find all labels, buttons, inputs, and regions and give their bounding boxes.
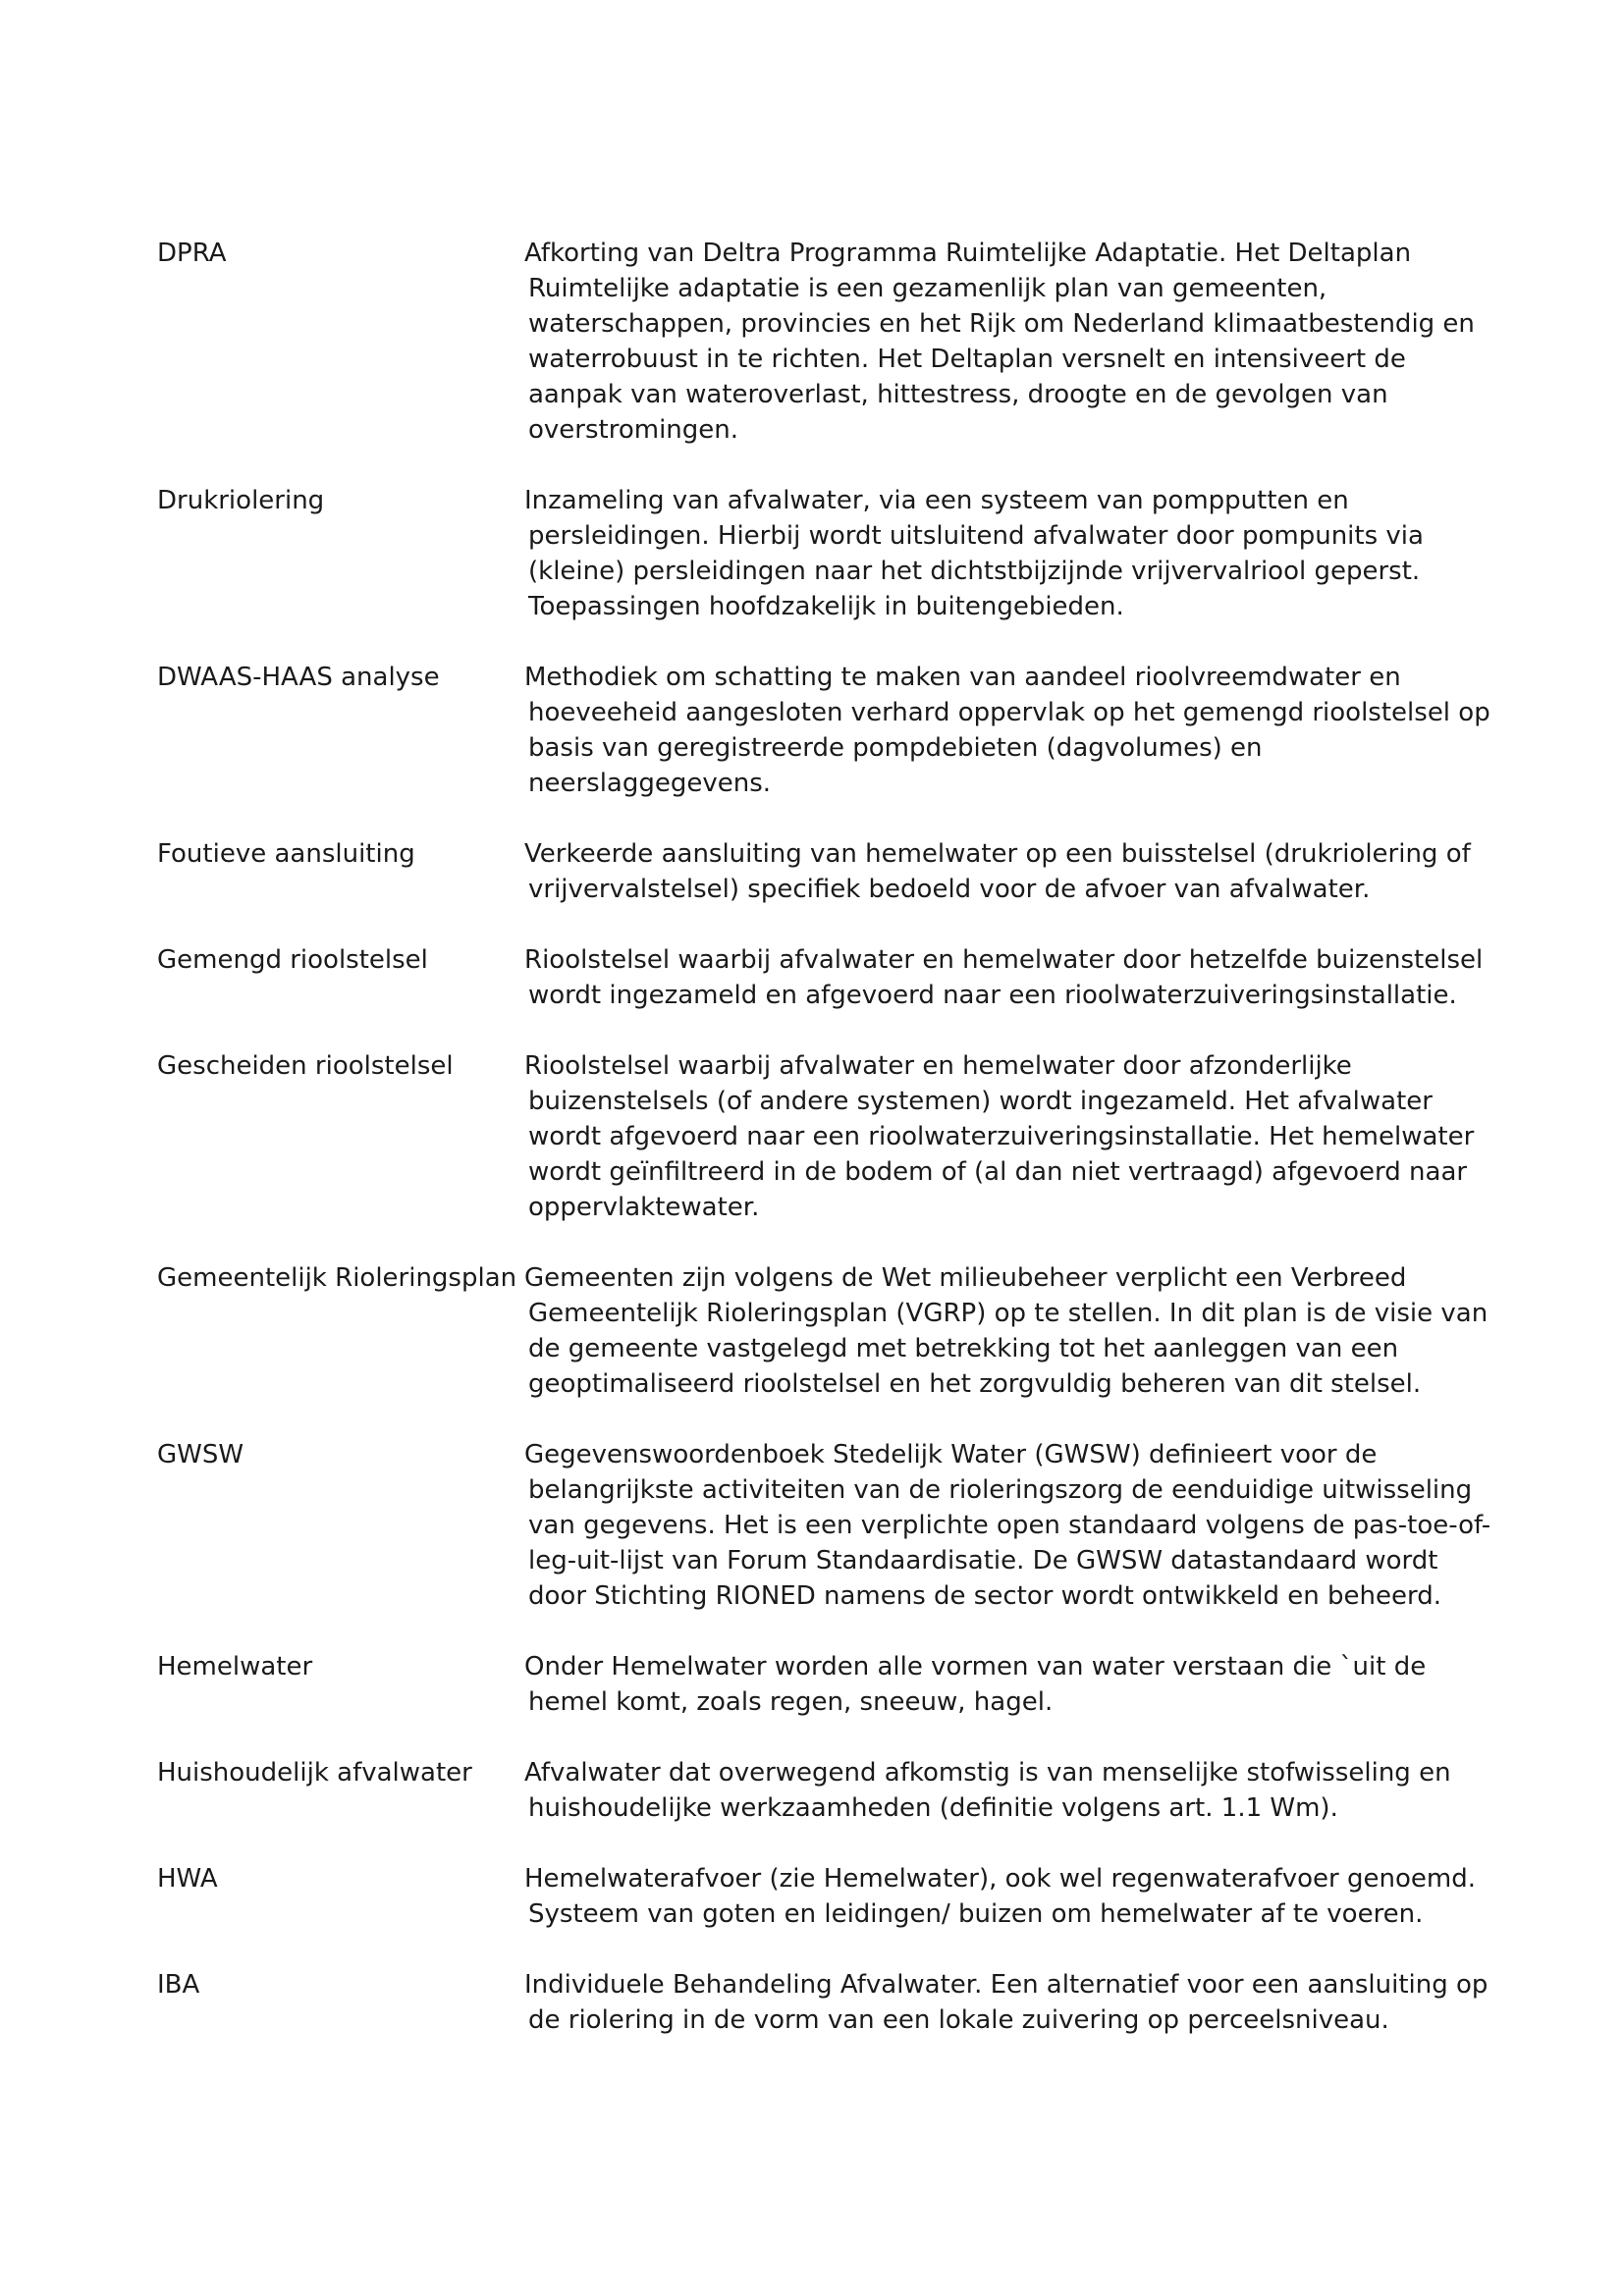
glossary-definition [524,1437,1567,1614]
definition-line: Ruimtelijke adaptatie is een gezamenlijk plan van gemeenten, [528,274,1327,303]
definition-line: Gemeentelijk Rioleringsplan (VGRP) op te stellen. In dit plan is de visie van [528,1299,1489,1328]
glossary-term: Huishoudelijk afvalwater [157,1758,472,1788]
glossary-term: IBA [157,1970,200,2000]
definition-line: Systeem van goten en leidingen/ buizen om hemelwater af te voeren. [528,1899,1424,1929]
glossary-definition [524,483,1567,624]
definition-line: overstromingen. [528,415,739,445]
glossary-term: DPRA [157,239,227,268]
definition-line: wordt ingezameld en afgevoerd naar een rioolwaterzuiveringsinstallatie. [528,981,1457,1010]
definition-line: waterrobuust in te richten. Het Deltaplan versnelt en intensiveert de [528,345,1406,374]
definition-line: de riolering in de vorm van een lokale zuivering op perceelsniveau. [528,2005,1389,2035]
glossary-term: Foutieve aansluiting [157,839,415,869]
glossary-entry [157,660,1571,801]
glossary-entry [157,483,1571,624]
glossary-definition [524,660,1567,801]
definition-line: neerslaggegevens. [528,769,772,798]
glossary-definition [524,836,1567,907]
definition-line: Afvalwater dat overwegend afkomstig is van menselijke stofwisseling en [524,1758,1451,1788]
glossary-term: DWAAS-HAAS analyse [157,663,440,692]
definition-line: Individuele Behandeling Afvalwater. Een alternatief voor een aansluiting op [524,1970,1489,2000]
glossary-definition [524,1260,1567,1402]
definition-line: Hemelwaterafvoer (zie Hemelwater), ook wel regenwaterafvoer genoemd. [524,1864,1476,1894]
glossary-definition [524,236,1567,448]
definition-line: van gegevens. Het is een verplichte open standaard volgens de pas-toe-of- [528,1511,1491,1540]
glossary-term: GWSW [157,1440,244,1469]
definition-line: leg-uit-lijst van Forum Standaardisatie. De GWSW datastandaard wordt [528,1546,1438,1575]
definition-line: Toepassingen hoofdzakelijk in buitengebieden. [528,592,1124,621]
glossary-definition [524,1048,1567,1225]
definition-line: Rioolstelsel waarbij afvalwater en hemelwater door afzonderlijke [524,1051,1352,1081]
definition-line: Inzameling van afvalwater, via een systeem van pompputten en [524,486,1349,515]
definition-line: hoeveeheid aangesloten verhard oppervlak op het gemengd rioolstelsel op [528,698,1490,727]
definition-line: waterschappen, provincies en het Rijk om Nederland klimaatbestendig en [528,309,1475,339]
definition-line: vrijvervalstelsel) specifiek bedoeld voor de afvoer van afvalwater. [528,875,1371,904]
definition-line: door Stichting RIONED namens de sector wordt ontwikkeld en beheerd. [528,1581,1441,1611]
glossary-definition [524,942,1567,1013]
glossary-term: Gemeentelijk Rioleringsplan [157,1263,517,1293]
definition-line: Verkeerde aansluiting van hemelwater op een buisstelsel (drukriolering of [524,839,1471,869]
glossary-definition [524,1861,1567,1932]
definition-line: Methodiek om schatting te maken van aandeel rioolvreemdwater en [524,663,1401,692]
glossary-entry [157,236,1571,448]
definition-line: Afkorting van Deltra Programma Ruimtelijke Adaptatie. Het Deltaplan [524,239,1412,268]
definition-line: (kleine) persleidingen naar het dichtstbijzijnde vrijvervalriool geperst. [528,557,1421,586]
definition-line: wordt geïnfiltreerd in de bodem of (al dan niet vertraagd) afgevoerd naar [528,1157,1468,1187]
glossary-term: Gescheiden rioolstelsel [157,1051,454,1081]
glossary-entry [157,1649,1571,1720]
glossary-term: HWA [157,1864,218,1894]
definition-line: Gegevenswoordenboek Stedelijk Water (GWSW) definieert voor de [524,1440,1378,1469]
glossary-list [157,236,1571,2073]
definition-line: huishoudelijke werkzaamheden (definitie volgens art. 1.1 Wm). [528,1793,1338,1823]
glossary-entry [157,1260,1571,1402]
definition-line: belangrijkste activiteiten van de rioleringszorg de eenduidige uitwisseling [528,1475,1473,1505]
definition-line: persleidingen. Hierbij wordt uitsluitend afvalwater door pompunits via [528,521,1424,551]
definition-line: Onder Hemelwater worden alle vormen van water verstaan die `uit de [524,1652,1427,1682]
definition-line: buizenstelsels (of andere systemen) wordt ingezameld. Het afvalwater [528,1087,1433,1116]
glossary-entry [157,1755,1571,1826]
glossary-entry [157,1048,1571,1225]
glossary-term: Gemengd rioolstelsel [157,945,428,975]
glossary-definition [524,1755,1567,1826]
definition-line: de gemeente vastgelegd met betrekking tot het aanleggen van een [528,1334,1399,1363]
definition-line: wordt afgevoerd naar een rioolwaterzuiveringsinstallatie. Het hemelwater [528,1122,1475,1151]
glossary-entry [157,942,1571,1013]
definition-line: Rioolstelsel waarbij afvalwater en hemelwater door hetzelfde buizenstelsel [524,945,1484,975]
glossary-entry [157,836,1571,907]
definition-line: oppervlaktewater. [528,1193,760,1222]
definition-line: Gemeenten zijn volgens de Wet milieubeheer verplicht een Verbreed [524,1263,1407,1293]
definition-line: aanpak van wateroverlast, hittestress, droogte en de gevolgen van [528,380,1388,409]
glossary-entry [157,1967,1571,2038]
definition-line: hemel komt, zoals regen, sneeuw, hagel. [528,1687,1054,1717]
glossary-definition [524,1649,1567,1720]
glossary-definition [524,1967,1567,2038]
glossary-term: Hemelwater [157,1652,313,1682]
definition-line: geoptimaliseerd rioolstelsel en het zorgvuldig beheren van dit stelsel. [528,1369,1422,1399]
glossary-term: Drukriolering [157,486,325,515]
definition-line: basis van geregistreerde pompdebieten (dagvolumes) en [528,733,1263,763]
glossary-entry [157,1861,1571,1932]
glossary-entry [157,1437,1571,1614]
